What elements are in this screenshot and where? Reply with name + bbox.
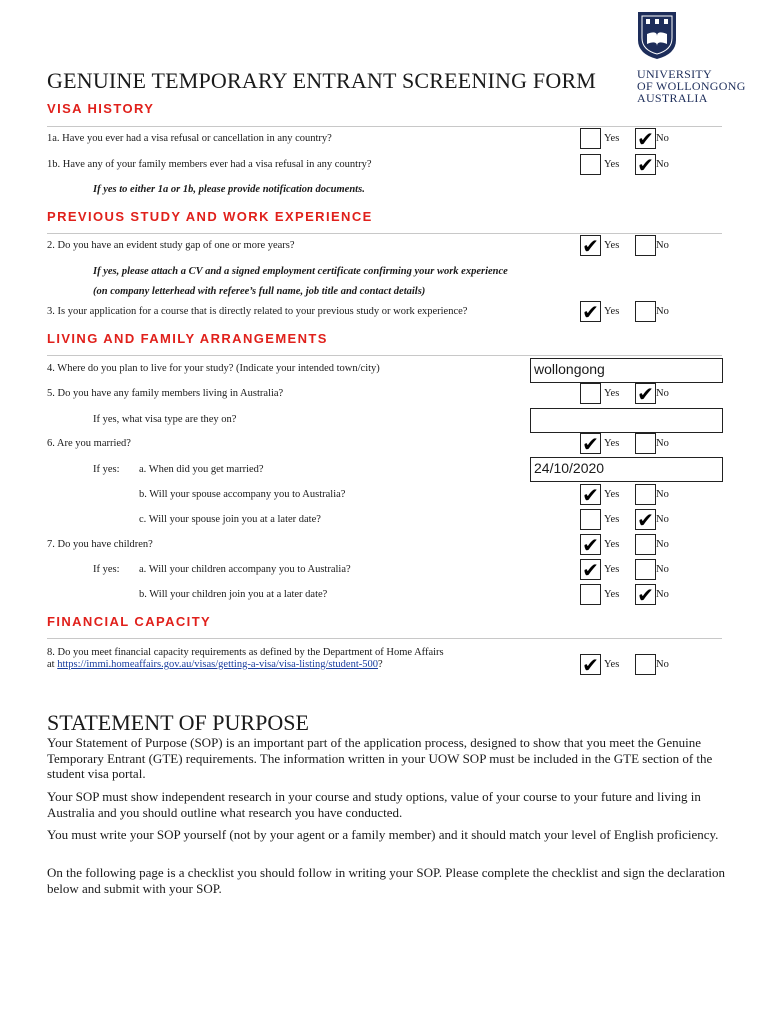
q6-no-checkbox[interactable]	[635, 433, 656, 454]
yes-label: Yes	[604, 659, 620, 670]
q6b-yes-checkbox[interactable]: ✔	[580, 484, 601, 505]
q6-if-yes-label: If yes:	[93, 464, 120, 475]
q7b-yes-checkbox[interactable]	[580, 584, 601, 605]
yes-label: Yes	[604, 589, 620, 600]
no-label: No	[656, 388, 669, 399]
marriage-date-field[interactable]: 24/10/2020	[530, 457, 723, 482]
question-3: 3. Is your application for a course that is directly related to your previous study or work experience?	[47, 306, 468, 317]
yes-label: Yes	[604, 133, 620, 144]
q8-at: at	[47, 659, 58, 670]
no-label: No	[656, 438, 669, 449]
section-divider	[47, 233, 722, 234]
question-6: 6. Are you married?	[47, 438, 131, 449]
no-label: No	[656, 539, 669, 550]
q2-yes-checkbox[interactable]: ✔	[580, 235, 601, 256]
question-6c: c. Will your spouse join you at a later date?	[139, 514, 321, 525]
note-letterhead: (on company letterhead with referee’s full name, job title and contact details)	[93, 286, 426, 297]
q7-if-yes-label: If yes:	[93, 564, 120, 575]
family-visa-type-field[interactable]	[530, 408, 723, 433]
yes-label: Yes	[604, 388, 620, 399]
question-5-visa-type: If yes, what visa type are they on?	[93, 414, 237, 425]
question-7b: b. Will your children join you at a later date?	[139, 589, 328, 600]
yes-label: Yes	[604, 438, 620, 449]
question-6b: b. Will your spouse accompany you to Australia?	[139, 489, 346, 500]
yes-label: Yes	[604, 489, 620, 500]
q8-end: ?	[378, 659, 383, 670]
note-cv: If yes, please attach a CV and a signed employment certificate confirming your work experience	[93, 266, 508, 277]
q7a-yes-checkbox[interactable]: ✔	[580, 559, 601, 580]
q1b-no-checkbox[interactable]: ✔	[635, 154, 656, 175]
question-4: 4. Where do you plan to live for your study? (Indicate your intended town/city)	[47, 363, 380, 374]
q8-yes-checkbox[interactable]: ✔	[580, 654, 601, 675]
section-divider	[47, 355, 722, 356]
no-label: No	[656, 489, 669, 500]
q6c-no-checkbox[interactable]: ✔	[635, 509, 656, 530]
q6-yes-checkbox[interactable]: ✔	[580, 433, 601, 454]
yes-label: Yes	[604, 539, 620, 550]
q5-no-checkbox[interactable]: ✔	[635, 383, 656, 404]
q1b-yes-checkbox[interactable]	[580, 154, 601, 175]
q6b-no-checkbox[interactable]	[635, 484, 656, 505]
q7a-no-checkbox[interactable]	[635, 559, 656, 580]
q5-yes-checkbox[interactable]	[580, 383, 601, 404]
no-label: No	[656, 659, 669, 670]
question-1a: 1a. Have you ever had a visa refusal or cancellation in any country?	[47, 133, 332, 144]
intended-city-field[interactable]: wollongong	[530, 358, 723, 383]
q3-yes-checkbox[interactable]: ✔	[580, 301, 601, 322]
home-affairs-link[interactable]: https://immi.homeaffairs.gov.au/visas/getting-a-visa/visa-listing/student-500	[57, 659, 378, 670]
university-line: AUSTRALIA	[637, 91, 708, 105]
yes-label: Yes	[604, 514, 620, 525]
question-2: 2. Do you have an evident study gap of one or more years?	[47, 240, 295, 251]
q1a-yes-checkbox[interactable]	[580, 128, 601, 149]
no-label: No	[656, 240, 669, 251]
note-visa-documents: If yes to either 1a or 1b, please provide notification documents.	[93, 184, 365, 195]
q1a-no-checkbox[interactable]: ✔	[635, 128, 656, 149]
no-label: No	[656, 133, 669, 144]
yes-label: Yes	[604, 159, 620, 170]
sop-paragraph: Your SOP must show independent research in your course and study options, value of your course to your future and living in Australia and you should outline what research you have conducted.	[47, 789, 701, 820]
section-visa-history: VISA HISTORY	[47, 101, 155, 116]
q6c-yes-checkbox[interactable]	[580, 509, 601, 530]
q2-no-checkbox[interactable]	[635, 235, 656, 256]
question-1b: 1b. Have any of your family members ever had a visa refusal in any country?	[47, 159, 372, 170]
section-divider	[47, 126, 722, 127]
q8-no-checkbox[interactable]	[635, 654, 656, 675]
section-living: LIVING AND FAMILY ARRANGEMENTS	[47, 331, 328, 346]
no-label: No	[656, 159, 669, 170]
question-7a: a. Will your children accompany you to Australia?	[139, 564, 351, 575]
university-line: OF WOLLONGONG	[637, 79, 746, 93]
sop-paragraph: You must write your SOP yourself (not by your agent or a family member) and it should match your level of English proficiency.	[47, 827, 719, 842]
q7-yes-checkbox[interactable]: ✔	[580, 534, 601, 555]
form-title: GENUINE TEMPORARY ENTRANT SCREENING FORM	[47, 68, 597, 93]
q7-no-checkbox[interactable]	[635, 534, 656, 555]
no-label: No	[656, 564, 669, 575]
university-name	[637, 68, 746, 104]
section-divider	[47, 638, 722, 639]
question-7: 7. Do you have children?	[47, 539, 153, 550]
university-crest-icon	[636, 10, 678, 60]
sop-paragraph: Your Statement of Purpose (SOP) is an important part of the application process, designed to show that you meet the Genuine Temporary Entrant (GTE) requirements. The information written in your UOW SOP must be included in the GTE section of the student visa portal.	[47, 735, 713, 781]
no-label: No	[656, 514, 669, 525]
section-financial: FINANCIAL CAPACITY	[47, 614, 212, 629]
no-label: No	[656, 306, 669, 317]
question-5: 5. Do you have any family members living in Australia?	[47, 388, 284, 399]
q3-no-checkbox[interactable]	[635, 301, 656, 322]
yes-label: Yes	[604, 240, 620, 251]
question-6a: a. When did you get married?	[139, 464, 264, 475]
question-8-line1: 8. Do you meet financial capacity requirements as defined by the Department of Home Affairs	[47, 647, 444, 658]
university-line: UNIVERSITY	[637, 67, 712, 81]
section-previous-study: PREVIOUS STUDY AND WORK EXPERIENCE	[47, 209, 373, 224]
sop-title: STATEMENT OF PURPOSE	[47, 710, 309, 735]
sop-paragraph: On the following page is a checklist you should follow in writing your SOP. Please complete the checklist and sign the declaration below and submit with your SOP.	[47, 865, 726, 896]
yes-label: Yes	[604, 306, 620, 317]
q7b-no-checkbox[interactable]: ✔	[635, 584, 656, 605]
yes-label: Yes	[604, 564, 620, 575]
question-8-line2	[47, 659, 383, 670]
no-label: No	[656, 589, 669, 600]
